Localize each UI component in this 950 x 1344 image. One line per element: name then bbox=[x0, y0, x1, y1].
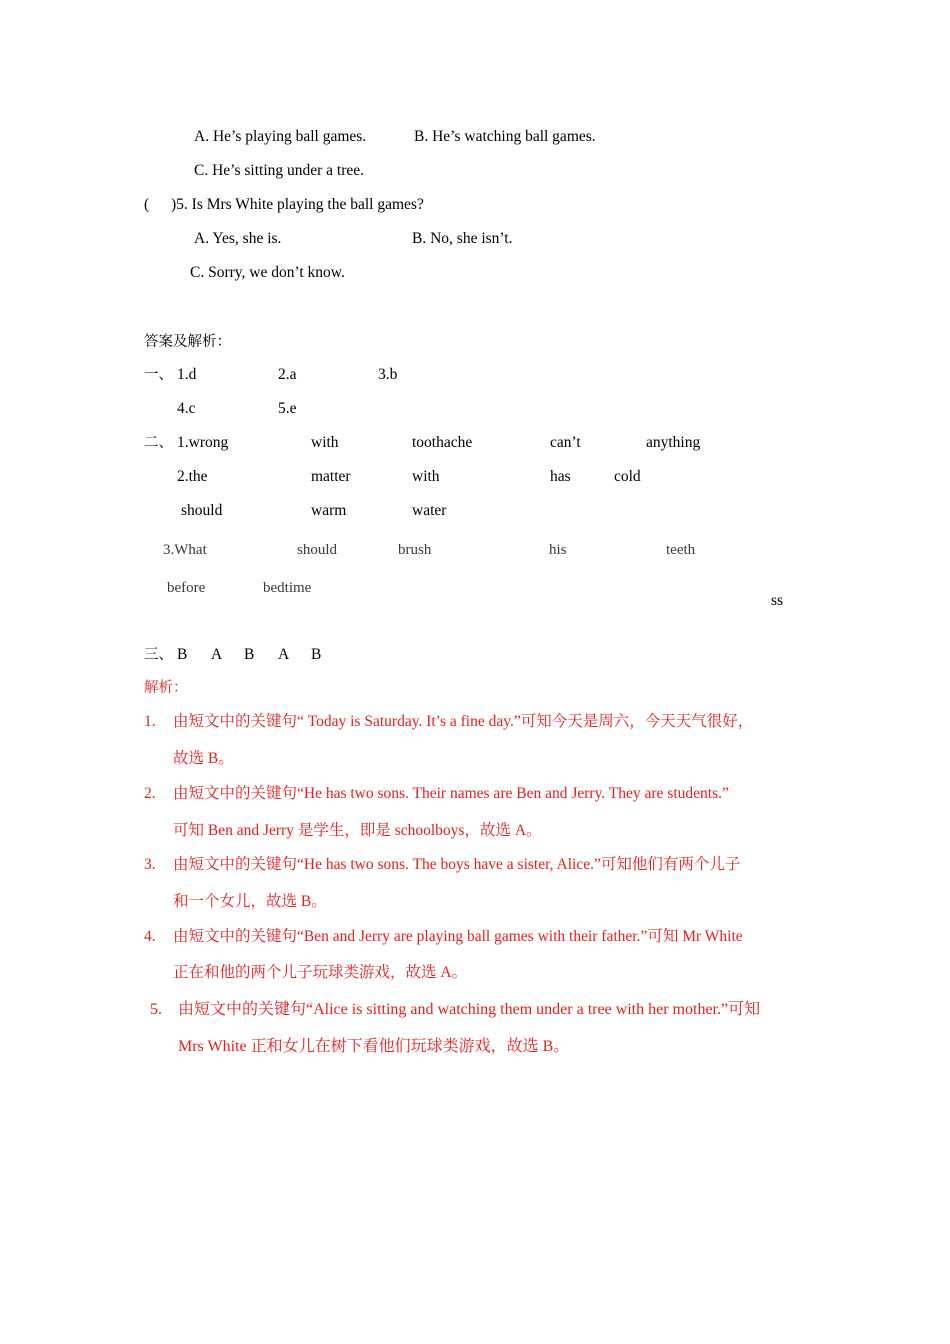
part3-answer: B bbox=[311, 646, 322, 663]
analysis-heading: 解析： bbox=[144, 680, 188, 696]
part2-word: should bbox=[297, 542, 338, 558]
part2-word: anything bbox=[646, 434, 701, 451]
part2-word: cold bbox=[614, 468, 641, 485]
analysis-item-line: 可知 Ben and Jerry 是学生，即是 schoolboys，故选 A。 bbox=[173, 822, 542, 839]
part2-word: warm bbox=[311, 502, 347, 519]
analysis-item-line: 由短文中的关键句“ Today is Saturday. It’s a fine day.”可知今天是周六，今天天气很好， bbox=[173, 713, 754, 730]
analysis-item-line: 由短文中的关键句“He has two sons. The boys have a sister, Alice.”可知他们有两个儿子 bbox=[173, 856, 741, 873]
analysis-item-line: 正在和他的两个儿子玩球类游戏，故选 A。 bbox=[173, 964, 468, 981]
part2-word: has bbox=[550, 468, 571, 485]
answers-heading: 答案及解析： bbox=[144, 334, 231, 350]
part2-word: brush bbox=[398, 542, 432, 558]
analysis-item-line: 故选 B。 bbox=[173, 750, 234, 767]
part2-word: 3.What bbox=[163, 542, 207, 558]
q5-option-c: C. Sorry, we don’t know. bbox=[190, 264, 345, 281]
analysis-item-line: 由短文中的关键句“Ben and Jerry are playing ball games with their father.”可知 Mr White bbox=[173, 928, 743, 945]
q5-option-a: A. Yes, she is. bbox=[194, 230, 282, 247]
analysis-item-number: 4. bbox=[144, 928, 156, 945]
part2-word: teeth bbox=[666, 542, 696, 558]
q4-option-a: A. He’s playing ball games. bbox=[194, 128, 367, 145]
part3-answer: B bbox=[244, 646, 255, 663]
analysis-item-line: Mrs White 正和女儿在树下看他们玩球类游戏，故选 B。 bbox=[178, 1038, 570, 1055]
part2-word: 2.the bbox=[177, 468, 208, 485]
part1-answer: 2.a bbox=[278, 366, 297, 383]
analysis-item-number: 2. bbox=[144, 785, 156, 802]
part1-answer: 1.d bbox=[177, 366, 197, 383]
analysis-item-line: 由短文中的关键句“He has two sons. Their names are Ben and Jerry. They are students.” bbox=[173, 785, 729, 802]
part1-answer: 4.c bbox=[177, 400, 196, 417]
analysis-item-line: 由短文中的关键句“Alice is sitting and watching them under a tree with her mother.”可知 bbox=[178, 1001, 761, 1018]
part1-answer: 3.b bbox=[378, 366, 398, 383]
analysis-item-line: 和一个女儿，故选 B。 bbox=[173, 893, 327, 910]
part2-word: matter bbox=[311, 468, 351, 485]
part2-word: toothache bbox=[412, 434, 473, 451]
q5-option-b: B. No, she isn’t. bbox=[412, 230, 513, 247]
part2-prefix: 二、 bbox=[144, 435, 173, 451]
part2-word: should bbox=[181, 502, 223, 519]
analysis-item-number: 3. bbox=[144, 856, 156, 873]
part2-word: with bbox=[311, 434, 339, 451]
part3-answer: A bbox=[278, 646, 290, 663]
part1-answer: 5.e bbox=[278, 400, 297, 417]
part3-answer: B bbox=[177, 646, 188, 663]
q5-question: )5. Is Mrs White playing the ball games? bbox=[171, 196, 424, 213]
part2-word: bedtime bbox=[263, 580, 312, 596]
part2-word: can’t bbox=[550, 434, 581, 451]
q4-option-c: C. He’s sitting under a tree. bbox=[194, 162, 365, 179]
part2-word: 1.wrong bbox=[177, 434, 229, 451]
part3-prefix: 三、 bbox=[144, 647, 173, 663]
stray-text: ss bbox=[771, 592, 784, 609]
part3-answer: A bbox=[211, 646, 223, 663]
q5-bracket: ( bbox=[144, 196, 150, 213]
q4-option-b: B. He’s watching ball games. bbox=[414, 128, 596, 145]
part2-word: with bbox=[412, 468, 440, 485]
analysis-item-number: 1. bbox=[144, 713, 156, 730]
analysis-item-number: 5. bbox=[150, 1001, 162, 1018]
part2-word: his bbox=[549, 542, 567, 558]
part2-word: water bbox=[412, 502, 447, 519]
part1-prefix: 一、 bbox=[144, 367, 173, 383]
part2-word: before bbox=[167, 580, 206, 596]
